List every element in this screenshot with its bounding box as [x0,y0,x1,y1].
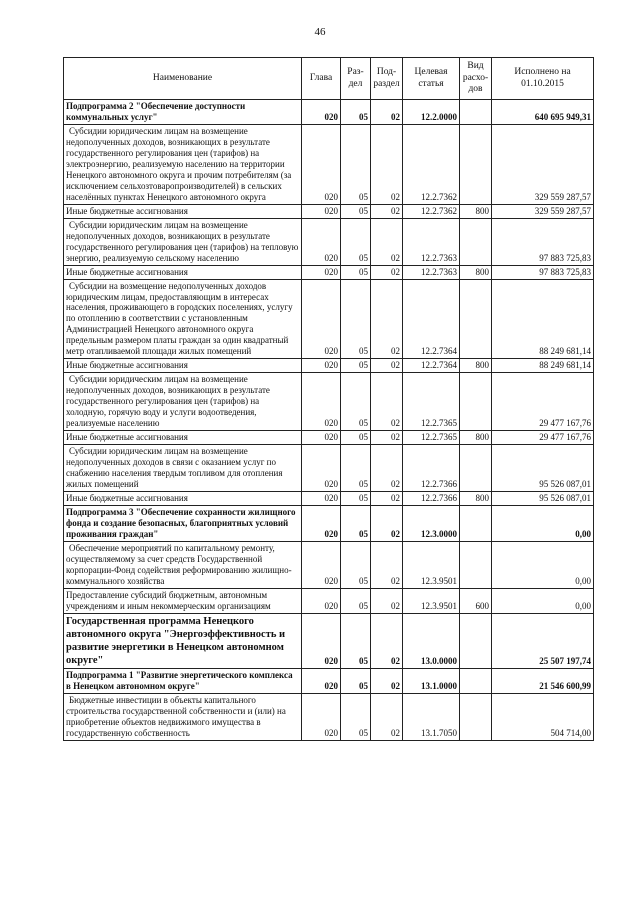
row-razdel: 05 [341,124,371,204]
header-podrazdel: Под-раздел [371,58,403,100]
row-value: 29 477 167,76 [492,373,594,431]
row-target: 13.1.7050 [403,694,460,741]
table-row [64,265,594,279]
row-glava: 020 [302,491,341,505]
row-vid [460,100,492,125]
row-podrazdel: 02 [371,613,403,669]
row-podrazdel: 02 [371,541,403,588]
row-razdel: 05 [341,373,371,431]
row-value: 329 559 287,57 [492,204,594,218]
row-value: 21 546 600,99 [492,669,594,694]
table-row [64,669,594,694]
row-name: Подпрограмма 1 "Развитие энергетического комплекса в Ненецком автономном округе" [64,669,302,694]
row-value: 0,00 [492,588,594,613]
row-name: Субсидии на возмещение недополученных доходов юридическим лицам, предоставляющим в интересах населения, проживающего в городских поселениях, услугу по отоплению в соответствии с установленным Администрацией Ненецкого автономного округа предельным размером платы граждан за один квадратный метр отапливаемой площади жилых помещений [64,279,302,359]
row-vid [460,373,492,431]
row-vid: 800 [460,491,492,505]
table-row [64,613,594,669]
row-vid [460,445,492,492]
row-name: Иные бюджетные ассигнования [64,265,302,279]
table-row [64,279,594,359]
row-glava: 020 [302,100,341,125]
row-razdel: 05 [341,204,371,218]
row-glava: 020 [302,373,341,431]
row-value: 29 477 167,76 [492,431,594,445]
row-podrazdel: 02 [371,505,403,541]
row-podrazdel: 02 [371,431,403,445]
row-razdel: 05 [341,265,371,279]
row-target: 12.2.7366 [403,445,460,492]
table-row [64,491,594,505]
table-row [64,505,594,541]
row-razdel: 05 [341,505,371,541]
row-target: 12.2.7362 [403,204,460,218]
row-value: 88 249 681,14 [492,279,594,359]
header-executed: Исполнено на 01.10.2015 [492,58,594,100]
row-glava: 020 [302,279,341,359]
row-glava: 020 [302,694,341,741]
row-podrazdel: 02 [371,669,403,694]
row-name: Иные бюджетные ассигнования [64,491,302,505]
row-vid: 600 [460,588,492,613]
row-podrazdel: 02 [371,373,403,431]
row-name: Подпрограмма 3 "Обеспечение сохранности жилищного фонда и создание безопасных, благоприятных условий проживания граждан" [64,505,302,541]
row-name: Иные бюджетные ассигнования [64,359,302,373]
row-glava: 020 [302,445,341,492]
row-name: Субсидии юридическим лицам на возмещение недополученных доходов, возникающих в результате государственного регулирования цен (тарифов) на электроэнергию, реализуемую населению на территории Ненецкого автономного округа и прочим потребителям (за исключением сельхозтоваропроизводителей) в сельских населённых пунктах Ненецкого автономного округа [64,124,302,204]
row-name: Субсидии юридическим лицам на возмещение недополученных доходов в связи с оказанием услуг по снабжению населения твердым топливом для отопления жилых помещений [64,445,302,492]
row-razdel: 05 [341,100,371,125]
row-value: 88 249 681,14 [492,359,594,373]
row-razdel: 05 [341,694,371,741]
table-row [64,204,594,218]
row-razdel: 05 [341,541,371,588]
row-glava: 020 [302,505,341,541]
row-value: 95 526 087,01 [492,445,594,492]
table-row [64,124,594,204]
row-podrazdel: 02 [371,694,403,741]
table-row [64,100,594,125]
row-podrazdel: 02 [371,445,403,492]
row-value: 25 507 197,74 [492,613,594,669]
row-podrazdel: 02 [371,491,403,505]
row-target: 12.2.0000 [403,100,460,125]
row-vid: 800 [460,265,492,279]
row-target: 12.2.7365 [403,431,460,445]
row-glava: 020 [302,204,341,218]
row-razdel: 05 [341,669,371,694]
row-target: 13.0.0000 [403,613,460,669]
row-glava: 020 [302,265,341,279]
row-glava: 020 [302,124,341,204]
row-name: Подпрограмма 2 "Обеспечение доступности коммунальных услуг" [64,100,302,125]
row-podrazdel: 02 [371,218,403,265]
row-podrazdel: 02 [371,124,403,204]
header-name: Наименование [64,58,302,100]
row-target: 12.2.7365 [403,373,460,431]
row-name: Иные бюджетные ассигнования [64,431,302,445]
row-razdel: 05 [341,613,371,669]
row-glava: 020 [302,541,341,588]
table-row [64,431,594,445]
row-value: 0,00 [492,541,594,588]
row-glava: 020 [302,359,341,373]
row-value: 640 695 949,31 [492,100,594,125]
row-glava: 020 [302,218,341,265]
row-glava: 020 [302,669,341,694]
table-row [64,588,594,613]
header-target: Целевая статья [403,58,460,100]
header-row [64,58,594,100]
row-value: 0,00 [492,505,594,541]
row-razdel: 05 [341,359,371,373]
row-glava: 020 [302,588,341,613]
budget-table [63,57,594,741]
row-name: Обеспечение мероприятий по капитальному ремонту, осуществляемому за счет средств Государственной корпорации-Фонд содействия реформированию жилищно-коммунального хозяйства [64,541,302,588]
table-row [64,445,594,492]
row-vid: 800 [460,431,492,445]
row-target: 12.2.7364 [403,359,460,373]
row-name: Субсидии юридическим лицам на возмещение недополученных доходов, возникающих в результате государственного регулирования цен (тарифов) на тепловую энергию, реализуемую сельскому населению [64,218,302,265]
row-podrazdel: 02 [371,100,403,125]
table-row [64,541,594,588]
row-target: 12.2.7363 [403,218,460,265]
table-row [64,359,594,373]
table-row [64,694,594,741]
row-name: Бюджетные инвестиции в объекты капитального строительства государственной собственности и (или) на приобретение объектов недвижимого имущества в государственную собственность [64,694,302,741]
header-razdel: Раз-дел [341,58,371,100]
row-glava: 020 [302,431,341,445]
row-vid [460,669,492,694]
row-target: 12.3.9501 [403,541,460,588]
row-target: 13.1.0000 [403,669,460,694]
row-podrazdel: 02 [371,265,403,279]
row-target: 12.3.9501 [403,588,460,613]
row-vid: 800 [460,359,492,373]
row-razdel: 05 [341,431,371,445]
row-glava: 020 [302,613,341,669]
row-target: 12.2.7366 [403,491,460,505]
row-vid: 800 [460,204,492,218]
row-vid [460,541,492,588]
row-podrazdel: 02 [371,359,403,373]
row-vid [460,505,492,541]
row-podrazdel: 02 [371,279,403,359]
row-name: Субсидии юридическим лицам на возмещение недополученных доходов, возникающих в результате государственного регулирования цен (тарифов) на холодную, горячую воду и услуги водоотведения, реализуемые населению [64,373,302,431]
row-value: 329 559 287,57 [492,124,594,204]
row-value: 504 714,00 [492,694,594,741]
row-name: Государственная программа Ненецкого автономного округа "Энергоэффективность и развитие энергетики в Ненецком автономном округе" [64,613,302,669]
table-row [64,373,594,431]
row-vid [460,694,492,741]
row-target: 12.3.0000 [403,505,460,541]
row-razdel: 05 [341,445,371,492]
row-podrazdel: 02 [371,204,403,218]
row-value: 95 526 087,01 [492,491,594,505]
row-vid [460,613,492,669]
row-target: 12.2.7363 [403,265,460,279]
row-vid [460,218,492,265]
row-value: 97 883 725,83 [492,218,594,265]
row-target: 12.2.7362 [403,124,460,204]
row-vid [460,279,492,359]
row-razdel: 05 [341,588,371,613]
row-name: Предоставление субсидий бюджетным, автономным учреждениям и иным некоммерческим организациям [64,588,302,613]
header-glava: Глава [302,58,341,100]
row-target: 12.2.7364 [403,279,460,359]
header-vid: Вид расхо-дов [460,58,492,100]
page-number: 46 [314,26,326,38]
row-name: Иные бюджетные ассигнования [64,204,302,218]
table-row [64,218,594,265]
row-razdel: 05 [341,218,371,265]
row-razdel: 05 [341,279,371,359]
row-vid [460,124,492,204]
row-razdel: 05 [341,491,371,505]
row-value: 97 883 725,83 [492,265,594,279]
row-podrazdel: 02 [371,588,403,613]
